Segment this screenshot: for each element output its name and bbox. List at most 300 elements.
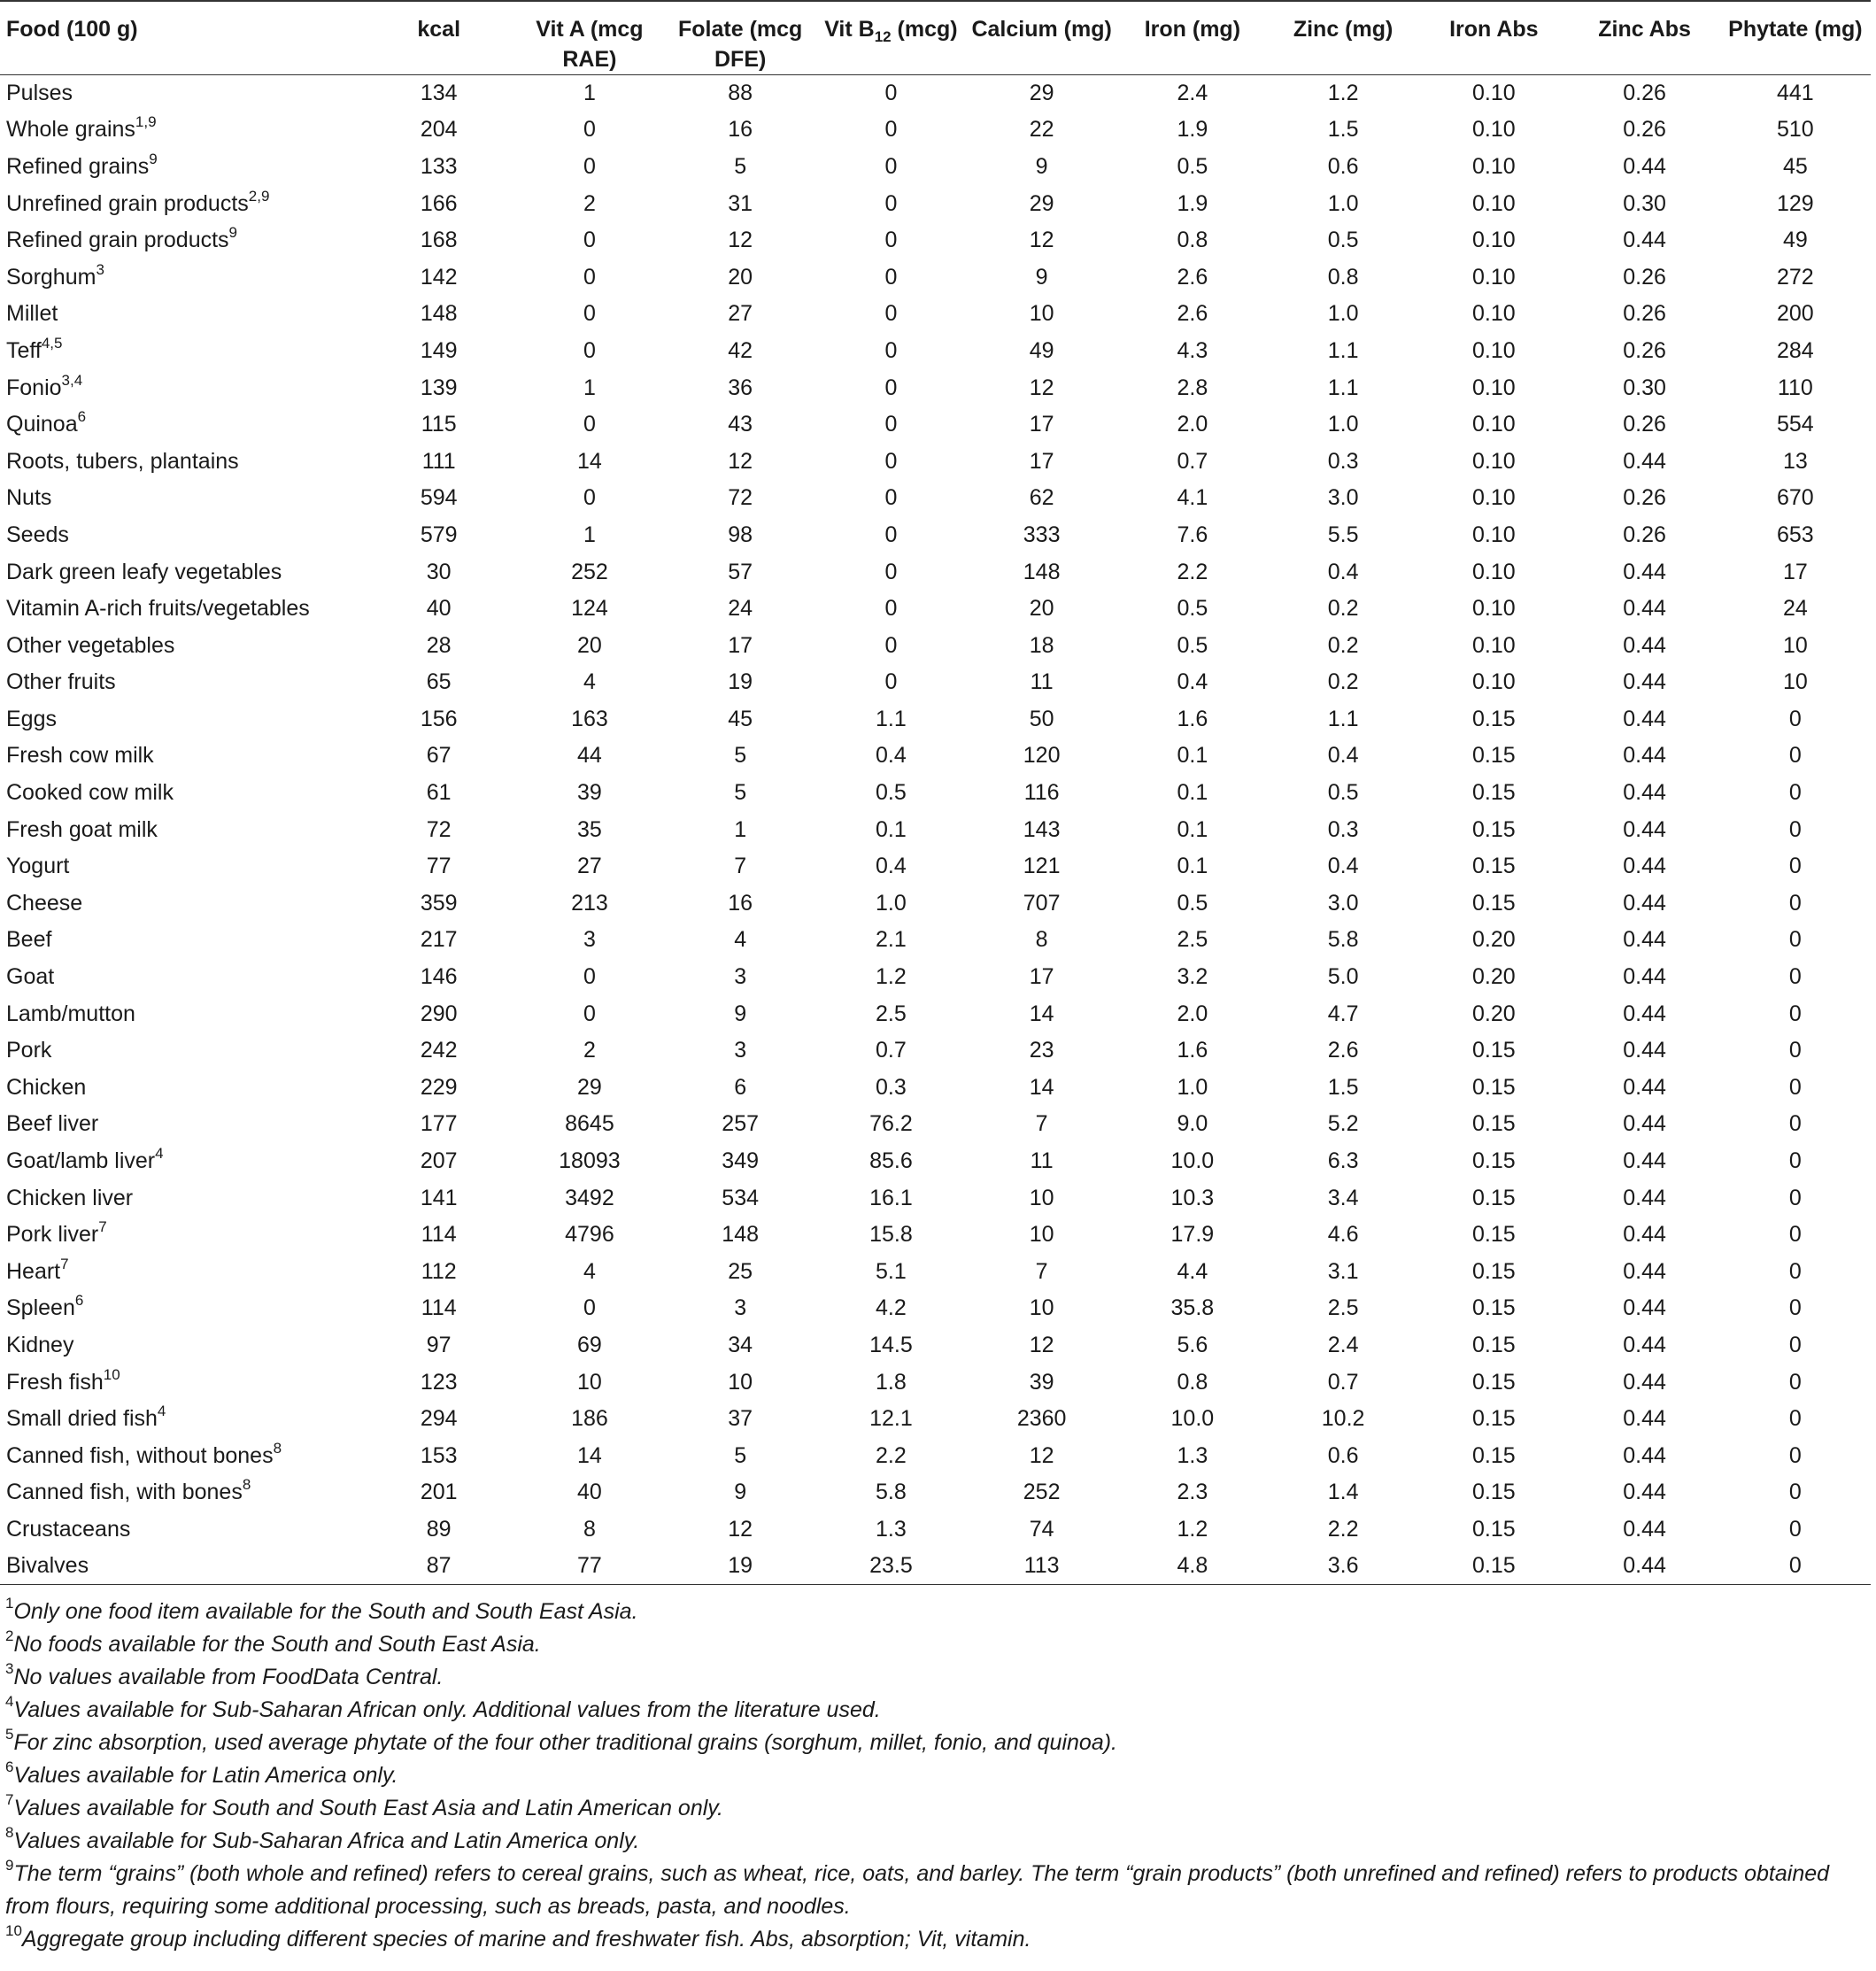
value-cell: 0.4 (1327, 854, 1359, 879)
value-cell: 0.15 (1472, 1442, 1516, 1468)
value-cell: 87 (364, 1548, 514, 1585)
table-row (0, 811, 1871, 848)
food-name: Seeds (6, 522, 69, 547)
value-cell: 111 (421, 448, 456, 474)
value-cell: 1.4 (1327, 1480, 1359, 1505)
value-cell: 0 (884, 375, 898, 400)
food-name-cell (0, 333, 364, 370)
food-name: Canned fish, with bones (6, 1480, 243, 1505)
food-name: Vitamin A-rich fruits/vegetables (6, 596, 310, 622)
food-name: Other fruits (6, 669, 116, 695)
value-cell: 0.44 (1623, 964, 1666, 990)
value-cell: 12 (728, 228, 753, 253)
value-cell: 134 (420, 81, 458, 106)
value-cell: 0 (1788, 1369, 1802, 1395)
value-cell: 1.6 (1177, 1038, 1208, 1063)
food-name: Quinoa (6, 412, 78, 437)
food-name-cell (0, 1032, 364, 1070)
value-cell: 0.20 (1472, 1001, 1516, 1026)
footnote-ref: 4,5 (41, 334, 63, 352)
value-cell: 0 (583, 1295, 596, 1321)
value-cell: 148 (1023, 559, 1061, 584)
value-cell: 0.26 (1623, 264, 1666, 290)
value-cell: 0.15 (1472, 1074, 1516, 1100)
food-name-cell (0, 922, 364, 959)
value-cell: 18 (1029, 632, 1054, 658)
value-cell: 0 (884, 337, 898, 363)
food-name-cell (0, 443, 364, 480)
column-header-label: Calcium (mg) (971, 17, 1112, 42)
value-cell: 0 (583, 117, 596, 143)
food-name: Beef liver (6, 1111, 99, 1137)
footnote-ref: 9 (149, 150, 158, 167)
value-cell: 2.8 (1177, 375, 1208, 400)
food-name-cell (0, 517, 364, 554)
value-cell: 0.3 (1327, 448, 1359, 474)
footnote (5, 1923, 1869, 1956)
value-cell: 72 (426, 816, 452, 842)
value-cell: 5.6 (1177, 1332, 1208, 1357)
value-cell: 0.15 (1418, 1548, 1569, 1585)
food-name-cell (0, 701, 364, 738)
food-name-cell (0, 848, 364, 885)
column-header-label: Zinc Abs (1598, 17, 1691, 42)
food-name-cell (0, 222, 364, 259)
value-cell: 0.26 (1623, 522, 1666, 547)
food-name: Yogurt (6, 854, 70, 879)
value-cell: 39 (577, 780, 602, 806)
value-cell: 9 (1035, 153, 1048, 179)
value-cell: 17 (1029, 412, 1054, 437)
value-cell: 29 (1029, 190, 1054, 216)
value-cell: 0 (884, 632, 898, 658)
value-cell: 5.0 (1327, 964, 1359, 990)
value-cell: 49 (1782, 228, 1808, 253)
food-name: Lamb/mutton (6, 1001, 135, 1026)
value-cell: 0.4 (876, 743, 907, 769)
value-cell: 4.1 (1177, 485, 1208, 511)
food-name-cell (0, 112, 364, 149)
value-cell: 0.1 (1177, 743, 1208, 769)
value-cell: 98 (728, 522, 753, 547)
value-cell: 594 (420, 485, 458, 511)
food-name-cell (0, 738, 364, 775)
value-cell: 0 (884, 412, 898, 437)
value-cell: 201 (420, 1480, 458, 1505)
value-cell: 0 (1788, 927, 1802, 953)
value-cell: 10 (1782, 632, 1808, 658)
column-header-label: Food (100 g) (6, 17, 138, 42)
value-cell: 0.10 (1472, 669, 1516, 695)
table-row (0, 1548, 1871, 1585)
value-cell: 44 (577, 743, 602, 769)
value-cell: 0.10 (1472, 264, 1516, 290)
value-cell: 0 (583, 412, 596, 437)
value-cell: 0.44 (1623, 1038, 1666, 1063)
value-cell: 0 (1788, 780, 1802, 806)
value-cell: 142 (420, 264, 458, 290)
value-cell: 200 (1776, 301, 1814, 327)
value-cell: 0.44 (1623, 1480, 1666, 1505)
table-row (0, 848, 1871, 885)
value-cell: 0 (583, 264, 596, 290)
value-cell: 0 (1788, 1295, 1802, 1321)
value-cell: 72 (728, 485, 753, 511)
food-name: Other vegetables (6, 632, 175, 658)
footnote (5, 1727, 1869, 1759)
value-cell: 1.1 (1327, 375, 1359, 400)
value-cell: 14 (577, 1442, 602, 1468)
value-cell: 16.1 (869, 1185, 913, 1210)
value-cell: 0.44 (1623, 890, 1666, 916)
value-cell: 0.7 (876, 1038, 907, 1063)
value-cell: 0.10 (1472, 632, 1516, 658)
value-cell: 9.0 (1177, 1111, 1208, 1137)
food-name-cell (0, 1106, 364, 1143)
value-cell: 0.10 (1472, 485, 1516, 511)
food-name-cell (0, 1511, 364, 1549)
value-cell: 9 (734, 1001, 747, 1026)
value-cell: 653 (1776, 522, 1814, 547)
value-cell: 670 (1776, 485, 1814, 511)
value-cell: 0.10 (1472, 337, 1516, 363)
value-cell: 0 (1788, 1406, 1802, 1432)
value-cell: 0 (1788, 816, 1802, 842)
value-cell: 2.3 (1177, 1480, 1208, 1505)
value-cell: 2.5 (1327, 1295, 1359, 1321)
value-cell: 0 (583, 1001, 596, 1026)
value-cell: 10 (1029, 301, 1054, 327)
value-cell: 207 (420, 1148, 458, 1174)
column-header (967, 1, 1117, 75)
value-cell: 0 (583, 964, 596, 990)
value-cell: 0.4 (1327, 559, 1359, 584)
table-row (0, 75, 1871, 112)
value-cell: 0.15 (1472, 890, 1516, 916)
value-cell: 10 (1029, 1222, 1054, 1248)
footnote-mark: 3 (5, 1660, 14, 1677)
table-row (0, 1401, 1871, 1438)
value-cell: 1.2 (876, 964, 907, 990)
value-cell: 31 (728, 190, 753, 216)
food-name: Pork liver (6, 1222, 99, 1248)
food-name: Cooked cow milk (6, 780, 174, 806)
value-cell: 0 (884, 301, 898, 327)
value-cell: 0.20 (1472, 927, 1516, 953)
table-row (0, 1070, 1871, 1107)
footnote-ref: 8 (273, 1439, 282, 1457)
food-name-cell (0, 1254, 364, 1291)
food-name-cell (0, 1364, 364, 1401)
value-cell: 10.0 (1170, 1406, 1215, 1432)
footnote-ref: 1,9 (135, 113, 157, 131)
food-name: Eggs (6, 706, 57, 731)
value-cell: 1 (583, 522, 596, 547)
value-cell: 24 (1782, 596, 1808, 622)
value-cell: 0.44 (1623, 706, 1666, 731)
value-cell: 1.2 (1177, 1516, 1208, 1542)
value-cell: 34 (728, 1332, 753, 1357)
value-cell: 0.15 (1472, 1185, 1516, 1210)
value-cell: 272 (1776, 264, 1814, 290)
table-row (0, 738, 1871, 775)
value-cell: 4 (583, 669, 596, 695)
value-cell: 242 (420, 1038, 458, 1063)
value-cell: 0.44 (1623, 1001, 1666, 1026)
value-cell: 163 (571, 706, 608, 731)
table-row (0, 1143, 1871, 1180)
value-cell: 349 (722, 1148, 760, 1174)
value-cell: 252 (1023, 1480, 1061, 1505)
value-cell: 0 (1788, 706, 1802, 731)
value-cell: 17 (1029, 964, 1054, 990)
value-cell: 12.1 (869, 1406, 913, 1432)
value-cell: 50 (1029, 706, 1054, 731)
value-cell: 2.6 (1177, 301, 1208, 327)
value-cell: 14 (1029, 1001, 1054, 1026)
value-cell: 42 (728, 337, 753, 363)
footnote-text: Values available for South and South East Asia and Latin American only. (13, 1796, 723, 1820)
footnote-text: Values available for Latin America only. (13, 1763, 398, 1788)
value-cell: 0 (1788, 1516, 1802, 1542)
table-row (0, 922, 1871, 959)
value-cell: 1.1 (876, 706, 907, 731)
table-row (0, 1217, 1871, 1254)
value-cell: 24 (728, 596, 753, 622)
value-cell: 0.30 (1623, 375, 1666, 400)
value-cell: 0.7 (1327, 1369, 1359, 1395)
food-name: Millet (6, 301, 58, 327)
value-cell: 0.5 (876, 780, 907, 806)
value-cell: 17.9 (1170, 1222, 1215, 1248)
value-cell: 0.15 (1472, 1369, 1516, 1395)
value-cell: 0.26 (1623, 485, 1666, 511)
table-body (0, 75, 1871, 1585)
value-cell: 2.0 (1177, 1001, 1208, 1026)
table-row (0, 406, 1871, 444)
footnote-ref: 6 (77, 408, 87, 426)
value-cell: 129 (1776, 190, 1814, 216)
food-name-cell (0, 75, 364, 112)
value-cell: 252 (571, 559, 608, 584)
value-cell: 9 (734, 1480, 747, 1505)
value-cell: 0 (1788, 1111, 1802, 1137)
food-name: Chicken liver (6, 1185, 134, 1210)
table-row (0, 369, 1871, 406)
value-cell: 0 (1788, 1038, 1802, 1063)
table-row (0, 1106, 1871, 1143)
value-cell: 36 (728, 375, 753, 400)
value-cell: 0.5 (1177, 890, 1208, 916)
value-cell: 0 (884, 669, 898, 695)
value-cell: 0.8 (1327, 264, 1359, 290)
value-cell: 3.4 (1327, 1185, 1359, 1210)
value-cell: 1.0 (1327, 190, 1359, 216)
value-cell: 0.1 (876, 816, 907, 842)
value-cell: 0 (884, 153, 898, 179)
value-cell: 35 (577, 816, 602, 842)
value-cell: 0.5 (1177, 632, 1208, 658)
value-cell: 257 (722, 1111, 760, 1137)
value-cell: 0.44 (1623, 1148, 1666, 1174)
value-cell: 23.5 (815, 1548, 966, 1585)
table-row (0, 1032, 1871, 1070)
value-cell: 0.44 (1623, 1516, 1666, 1542)
value-cell: 14.5 (869, 1332, 913, 1357)
value-cell: 0.26 (1623, 117, 1666, 143)
table-row (0, 185, 1871, 222)
value-cell: 110 (1777, 375, 1813, 400)
value-cell: 133 (420, 153, 458, 179)
food-name-cell (0, 1474, 364, 1511)
column-header-label: kcal (417, 17, 461, 42)
value-cell: 4.4 (1177, 1258, 1208, 1284)
value-cell: 146 (420, 964, 458, 990)
value-cell: 0.44 (1623, 153, 1666, 179)
value-cell: 0.6 (1327, 153, 1359, 179)
value-cell: 0 (884, 559, 898, 584)
footnote-text: Aggregate group including different species of marine and freshwater fish. Abs, absorption; Vit, vitamin. (21, 1927, 1031, 1952)
value-cell: 4.8 (1117, 1548, 1268, 1585)
table-row (0, 995, 1871, 1032)
table-row (0, 775, 1871, 812)
value-cell: 10 (728, 1369, 753, 1395)
value-cell: 19 (665, 1548, 815, 1585)
table-row (0, 701, 1871, 738)
column-header (0, 1, 364, 75)
value-cell: 22 (1029, 117, 1054, 143)
value-cell: 177 (420, 1111, 458, 1137)
value-cell: 3.0 (1327, 890, 1359, 916)
value-cell: 0 (884, 117, 898, 143)
value-cell: 18093 (559, 1148, 621, 1174)
value-cell: 113 (967, 1548, 1117, 1585)
footnote-ref: 4 (155, 1145, 164, 1163)
value-cell: 7.6 (1177, 522, 1208, 547)
food-name: Small dried fish (6, 1406, 158, 1432)
value-cell: 3 (734, 1295, 747, 1321)
value-cell: 116 (1023, 780, 1060, 806)
food-name: Fresh fish (6, 1369, 104, 1395)
value-cell: 30 (426, 559, 452, 584)
value-cell: 2.6 (1177, 264, 1208, 290)
value-cell: 0 (884, 596, 898, 622)
footnote (5, 1596, 1869, 1628)
value-cell: 4.6 (1327, 1222, 1359, 1248)
value-cell: 10.0 (1170, 1148, 1215, 1174)
value-cell: 554 (1776, 412, 1814, 437)
food-name-cell (0, 1401, 364, 1438)
table-row (0, 222, 1871, 259)
food-name: Fresh cow milk (6, 743, 154, 769)
value-cell: 115 (421, 412, 457, 437)
value-cell: 1.2 (1327, 81, 1359, 106)
value-cell: 0.15 (1472, 854, 1516, 879)
value-cell: 1.5 (1327, 117, 1359, 143)
value-cell: 12 (1029, 375, 1054, 400)
value-cell: 0.44 (1623, 448, 1666, 474)
value-cell: 123 (420, 1369, 458, 1395)
value-cell: 0.2 (1327, 669, 1359, 695)
value-cell: 0.15 (1472, 1406, 1516, 1432)
food-name-cell (0, 995, 364, 1032)
value-cell: 0.20 (1472, 964, 1516, 990)
table-row (0, 149, 1871, 186)
value-cell: 0 (1788, 1001, 1802, 1026)
food-name-cell (0, 627, 364, 664)
value-cell: 0.26 (1623, 337, 1666, 363)
value-cell: 3 (734, 1038, 747, 1063)
food-name-cell (0, 1070, 364, 1107)
table-row (0, 1364, 1871, 1401)
value-cell: 359 (420, 890, 458, 916)
value-cell: 0 (583, 337, 596, 363)
value-cell: 0 (884, 81, 898, 106)
food-name: Bivalves (6, 1553, 89, 1579)
value-cell: 17 (1782, 559, 1808, 584)
food-name: Chicken (6, 1074, 87, 1100)
value-cell: 0.15 (1472, 1332, 1516, 1357)
value-cell: 10.2 (1321, 1406, 1365, 1432)
value-cell: 3 (734, 964, 747, 990)
value-cell: 0.26 (1623, 412, 1666, 437)
footnote-mark: 2 (5, 1627, 14, 1644)
food-name: Goat (6, 964, 55, 990)
value-cell: 0.2 (1327, 596, 1359, 622)
table-row (0, 553, 1871, 591)
value-cell: 69 (577, 1332, 602, 1357)
value-cell: 77 (514, 1548, 665, 1585)
food-name: Goat/lamb liver (6, 1148, 156, 1174)
value-cell: 1 (583, 81, 596, 106)
column-header (815, 1, 966, 75)
value-cell: 15.8 (869, 1222, 913, 1248)
footnote-mark: 1 (5, 1595, 14, 1612)
table-row (0, 1290, 1871, 1327)
value-cell: 2.0 (1177, 412, 1208, 437)
value-cell: 284 (1776, 337, 1814, 363)
value-cell: 1.9 (1177, 190, 1208, 216)
value-cell: 0.44 (1623, 228, 1666, 253)
value-cell: 153 (420, 1442, 458, 1468)
value-cell: 0 (583, 301, 596, 327)
value-cell: 19 (728, 669, 753, 695)
food-name: Canned fish, without bones (6, 1442, 274, 1468)
footnote-text: No foods available for the South and South East Asia. (13, 1632, 541, 1657)
food-name-cell (0, 1290, 364, 1327)
value-cell: 0 (1788, 890, 1802, 916)
value-cell: 5.5 (1327, 522, 1359, 547)
value-cell: 1.3 (876, 1516, 907, 1542)
footnote-mark: 4 (5, 1693, 14, 1710)
value-cell: 20 (577, 632, 602, 658)
column-header-label: Iron Abs (1449, 17, 1539, 42)
table-row (0, 1179, 1871, 1217)
value-cell: 12 (728, 1516, 753, 1542)
footnote-text: No values available from FoodData Central. (13, 1665, 444, 1689)
value-cell: 7 (1035, 1258, 1048, 1284)
value-cell: 0 (884, 448, 898, 474)
value-cell: 20 (728, 264, 753, 290)
food-name-cell (0, 296, 364, 333)
food-name-cell (0, 480, 364, 517)
value-cell: 0 (1788, 854, 1802, 879)
value-cell: 0.44 (1623, 1074, 1666, 1100)
value-cell: 0.15 (1472, 1222, 1516, 1248)
header-row (0, 1, 1871, 75)
value-cell: 62 (1029, 485, 1054, 511)
table-row (0, 333, 1871, 370)
